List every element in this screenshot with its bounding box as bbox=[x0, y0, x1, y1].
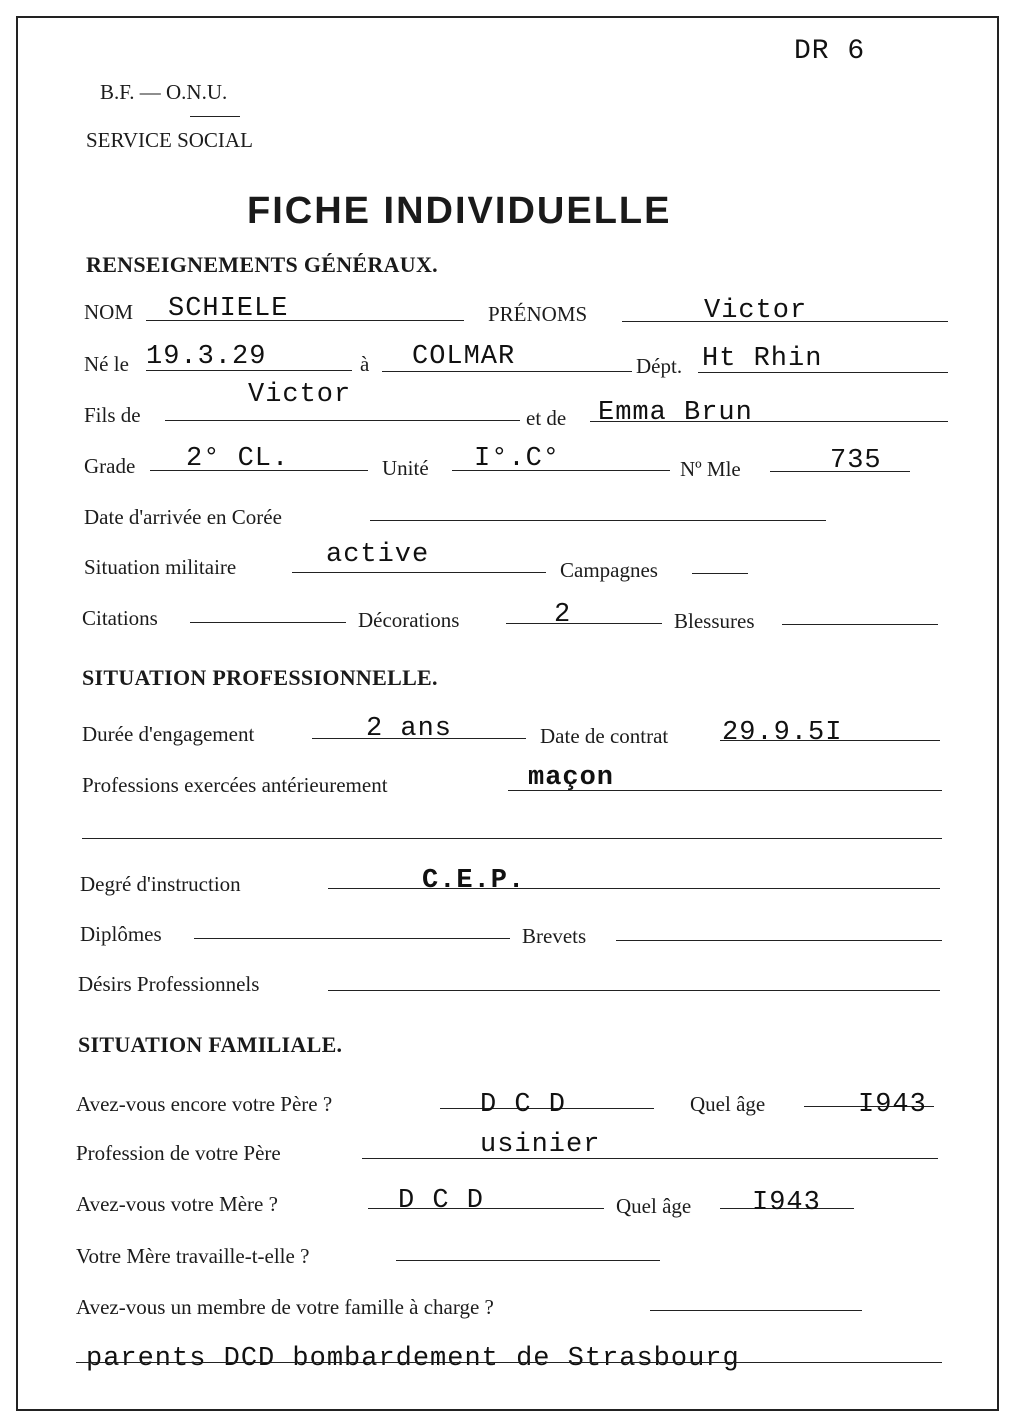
service-name: SERVICE SOCIAL bbox=[86, 128, 253, 152]
value-mere-age: I943 bbox=[752, 1188, 821, 1218]
label-campagnes: Campagnes bbox=[560, 558, 658, 582]
value-pere-statut: D C D bbox=[480, 1090, 567, 1120]
field-campagnes[interactable] bbox=[692, 573, 748, 574]
field-charge[interactable] bbox=[650, 1310, 862, 1311]
field-citations[interactable] bbox=[190, 622, 346, 623]
value-mere-statut: D C D bbox=[398, 1186, 485, 1216]
field-note[interactable] bbox=[76, 1362, 942, 1363]
section-general: RENSEIGNEMENTS GÉNÉRAUX. bbox=[86, 252, 438, 277]
value-unite: I°.C° bbox=[474, 444, 561, 474]
value-professions: maçon bbox=[528, 763, 615, 793]
value-nom: SCHIELE bbox=[168, 294, 289, 324]
field-mere-travaille[interactable] bbox=[396, 1260, 660, 1261]
label-desirs: Désirs Professionnels bbox=[78, 972, 260, 996]
label-unite: Unité bbox=[382, 456, 429, 480]
field-date-contrat[interactable] bbox=[720, 740, 940, 741]
label-a: à bbox=[360, 352, 370, 376]
label-brevets: Brevets bbox=[522, 924, 587, 948]
label-professions: Professions exercées antérieurement bbox=[82, 773, 388, 797]
label-fils-de: Fils de bbox=[84, 403, 141, 427]
label-charge: Avez-vous un membre de votre famille à charge ? bbox=[76, 1295, 494, 1319]
label-situation-militaire: Situation militaire bbox=[84, 555, 237, 579]
field-arrivee[interactable] bbox=[370, 520, 826, 521]
value-dept: Ht Rhin bbox=[702, 344, 823, 374]
field-situation-militaire[interactable] bbox=[292, 572, 546, 573]
value-ne-le: 19.3.29 bbox=[146, 342, 267, 372]
value-pere-nom: Victor bbox=[248, 380, 352, 410]
field-fils-de[interactable] bbox=[165, 420, 520, 421]
field-decorations[interactable] bbox=[506, 623, 662, 624]
value-degre: C.E.P. bbox=[422, 866, 526, 896]
value-decorations: 2 bbox=[554, 600, 572, 630]
label-arrivee: Date d'arrivée en Corée bbox=[84, 505, 282, 529]
field-profession-pere[interactable] bbox=[362, 1158, 938, 1159]
section-professional: SITUATION PROFESSIONNELLE. bbox=[82, 665, 438, 690]
label-mere: Avez-vous votre Mère ? bbox=[76, 1192, 278, 1216]
value-matricule: 735 bbox=[830, 446, 882, 476]
org-underline bbox=[190, 116, 240, 117]
reference-code: DR 6 bbox=[794, 36, 866, 67]
label-diplomes: Diplômes bbox=[80, 922, 162, 946]
label-citations: Citations bbox=[82, 606, 158, 630]
label-prenoms: PRÉNOMS bbox=[488, 302, 588, 326]
field-degre[interactable] bbox=[328, 888, 940, 889]
field-diplomes[interactable] bbox=[194, 938, 510, 939]
value-mere-nom: Emma Brun bbox=[598, 398, 753, 428]
value-situation-militaire: active bbox=[326, 540, 430, 570]
field-blessures[interactable] bbox=[782, 624, 938, 625]
label-grade: Grade bbox=[84, 454, 136, 478]
field-professions-2[interactable] bbox=[82, 838, 942, 839]
label-dept: Dépt. bbox=[636, 354, 683, 378]
value-date-contrat: 29.9.5I bbox=[722, 718, 843, 748]
label-et-de: et de bbox=[526, 406, 567, 430]
value-prenoms: Victor bbox=[704, 296, 808, 326]
organization: B.F. — O.N.U. bbox=[100, 80, 228, 104]
value-note: parents DCD bombardement de Strasbourg bbox=[86, 1344, 740, 1374]
value-lieu: COLMAR bbox=[412, 342, 516, 372]
label-profession-pere: Profession de votre Père bbox=[76, 1141, 281, 1165]
label-ne-le: Né le bbox=[84, 352, 129, 376]
label-matricule: Nº Mle bbox=[680, 457, 741, 481]
value-grade: 2° CL. bbox=[186, 444, 290, 474]
label-date-contrat: Date de contrat bbox=[540, 724, 669, 748]
label-pere-age: Quel âge bbox=[690, 1092, 766, 1116]
label-decorations: Décorations bbox=[358, 608, 460, 632]
label-duree: Durée d'engagement bbox=[82, 722, 255, 746]
field-brevets[interactable] bbox=[616, 940, 942, 941]
label-blessures: Blessures bbox=[674, 609, 755, 633]
label-mere-age: Quel âge bbox=[616, 1194, 692, 1218]
label-mere-travaille: Votre Mère travaille-t-elle ? bbox=[76, 1244, 310, 1268]
value-pere-age: I943 bbox=[858, 1090, 927, 1120]
field-desirs[interactable] bbox=[328, 990, 940, 991]
label-pere: Avez-vous encore votre Père ? bbox=[76, 1092, 333, 1116]
page-title: FICHE INDIVIDUELLE bbox=[247, 190, 672, 232]
label-nom: NOM bbox=[84, 300, 134, 324]
label-degre: Degré d'instruction bbox=[80, 872, 241, 896]
section-family: SITUATION FAMILIALE. bbox=[78, 1032, 343, 1057]
value-profession-pere: usinier bbox=[480, 1130, 601, 1160]
value-duree: 2 ans bbox=[366, 714, 453, 744]
